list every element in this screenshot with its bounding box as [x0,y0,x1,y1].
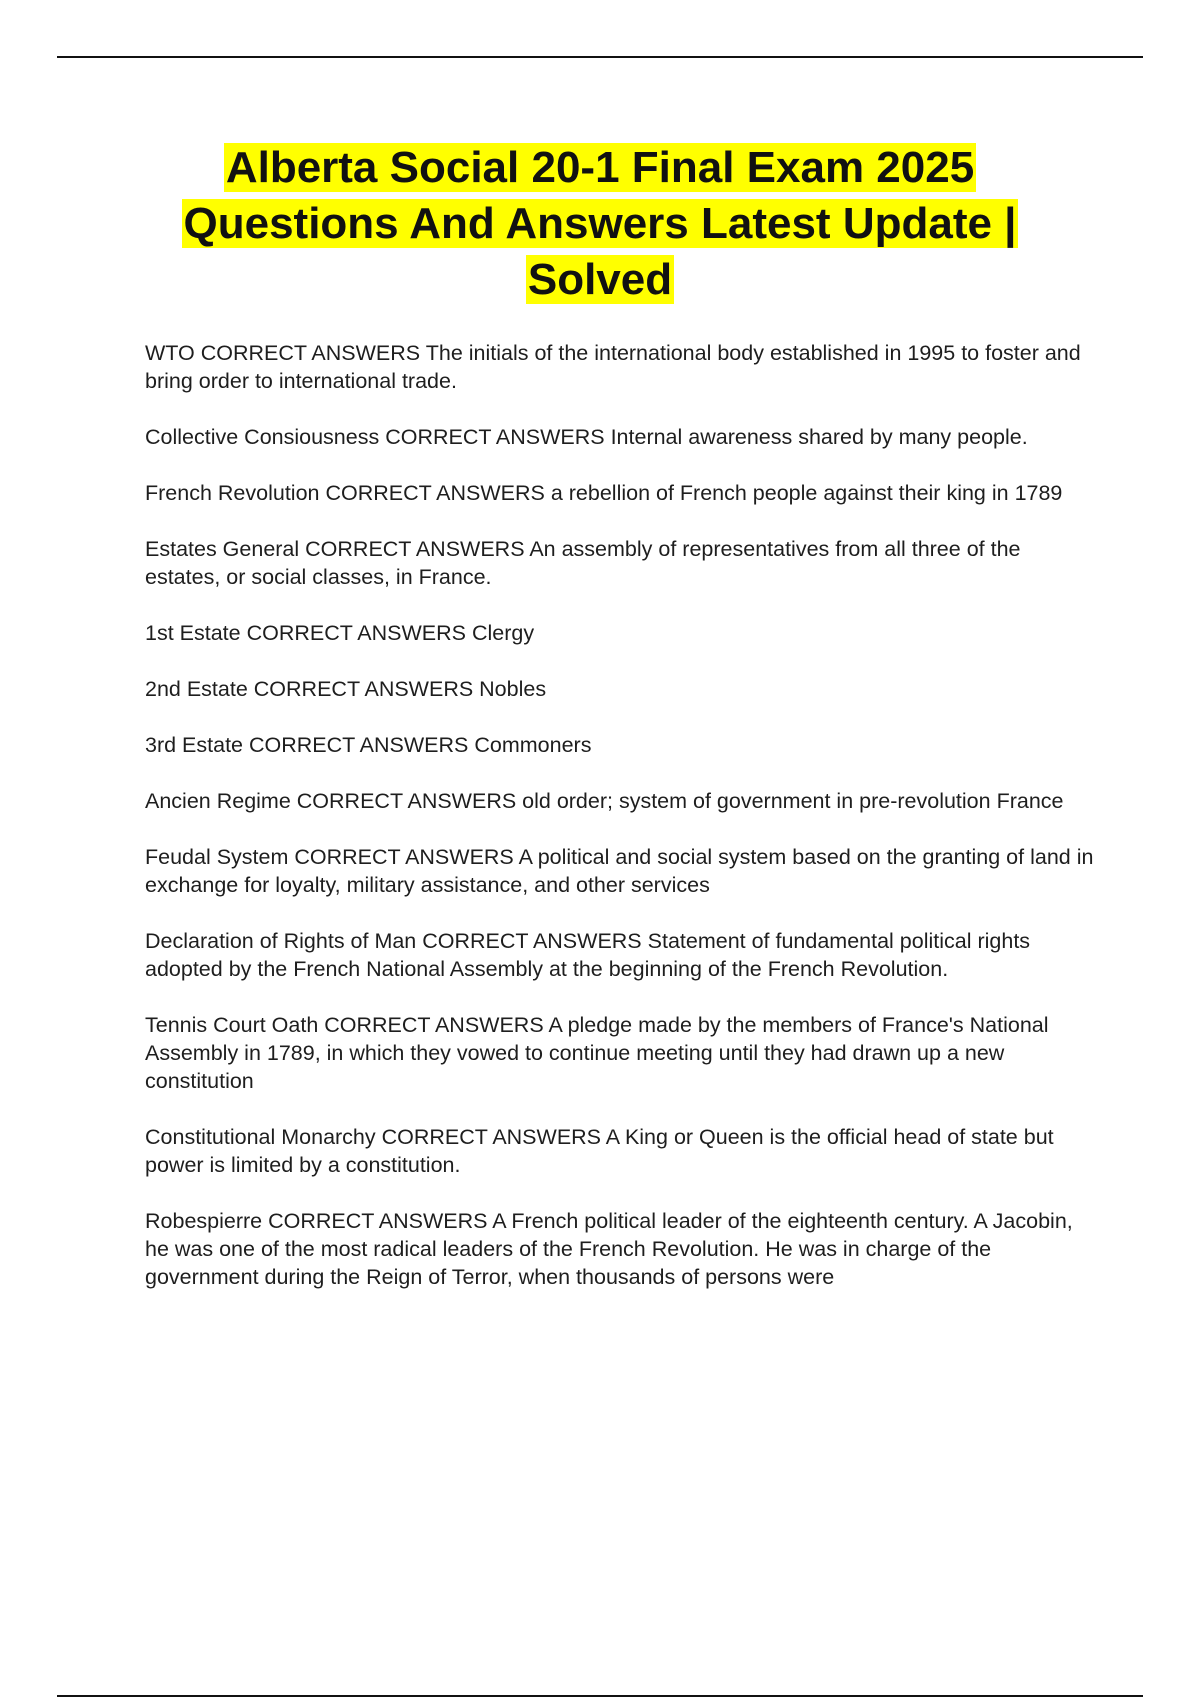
qa-entry-ancien-regime: Ancien Regime CORRECT ANSWERS old order; system of government in pre-revolution France [145,789,1064,813]
title-line-2: Questions And Answers Latest Update | [183,199,1017,248]
qa-entry-robespierre: Robespierre CORRECT ANSWERS A French political leader of the eighteenth century. A Jacobin, he was one of the most radical leaders of the French Revolution. He was in charge of the government during the Reign of Terror, when thousands of persons were [145,1209,1073,1289]
qa-entry-feudal-system: Feudal System CORRECT ANSWERS A political and social system based on the granting of land in exchange for loyalty, military assistance, and other services [145,845,1094,897]
qa-entry-2nd-estate: 2nd Estate CORRECT ANSWERS Nobles [145,677,547,701]
title-line-3: Solved [527,255,673,304]
qa-entry-declaration-rights: Declaration of Rights of Man CORRECT ANSWERS Statement of fundamental political rights adopted by the French National Assembly at the beginning of the French Revolution. [145,929,1031,981]
qa-entry-tennis-court-oath: Tennis Court Oath CORRECT ANSWERS A pledge made by the members of France's National Assembly in 1789, in which they vowed to continue meeting until they had drawn up a new constitution [145,1013,1049,1093]
qa-entry-1st-estate: 1st Estate CORRECT ANSWERS Clergy [145,621,535,645]
top-rule [57,56,1143,58]
title-line-1: Alberta Social 20-1 Final Exam 2025 [225,143,975,192]
qa-entry-collective-consciousness: Collective Consiousness CORRECT ANSWERS Internal awareness shared by many people. [145,425,1028,449]
qa-entry-constitutional-monarchy: Constitutional Monarchy CORRECT ANSWERS A King or Queen is the official head of state but power is limited by a constitution. [145,1125,1054,1177]
qa-list [145,339,1095,1319]
document-title [100,140,1100,308]
qa-entry-estates-general: Estates General CORRECT ANSWERS An assembly of representatives from all three of the estates, or social classes, in France. [145,537,1021,589]
qa-entry-french-revolution: French Revolution CORRECT ANSWERS a rebellion of French people against their king in 1789 [145,481,1063,505]
qa-entry-wto: WTO CORRECT ANSWERS The initials of the international body established in 1995 to foster and bring order to international trade. [145,341,1081,393]
bottom-rule [57,1695,1143,1697]
qa-entry-3rd-estate: 3rd Estate CORRECT ANSWERS Commoners [145,733,592,757]
